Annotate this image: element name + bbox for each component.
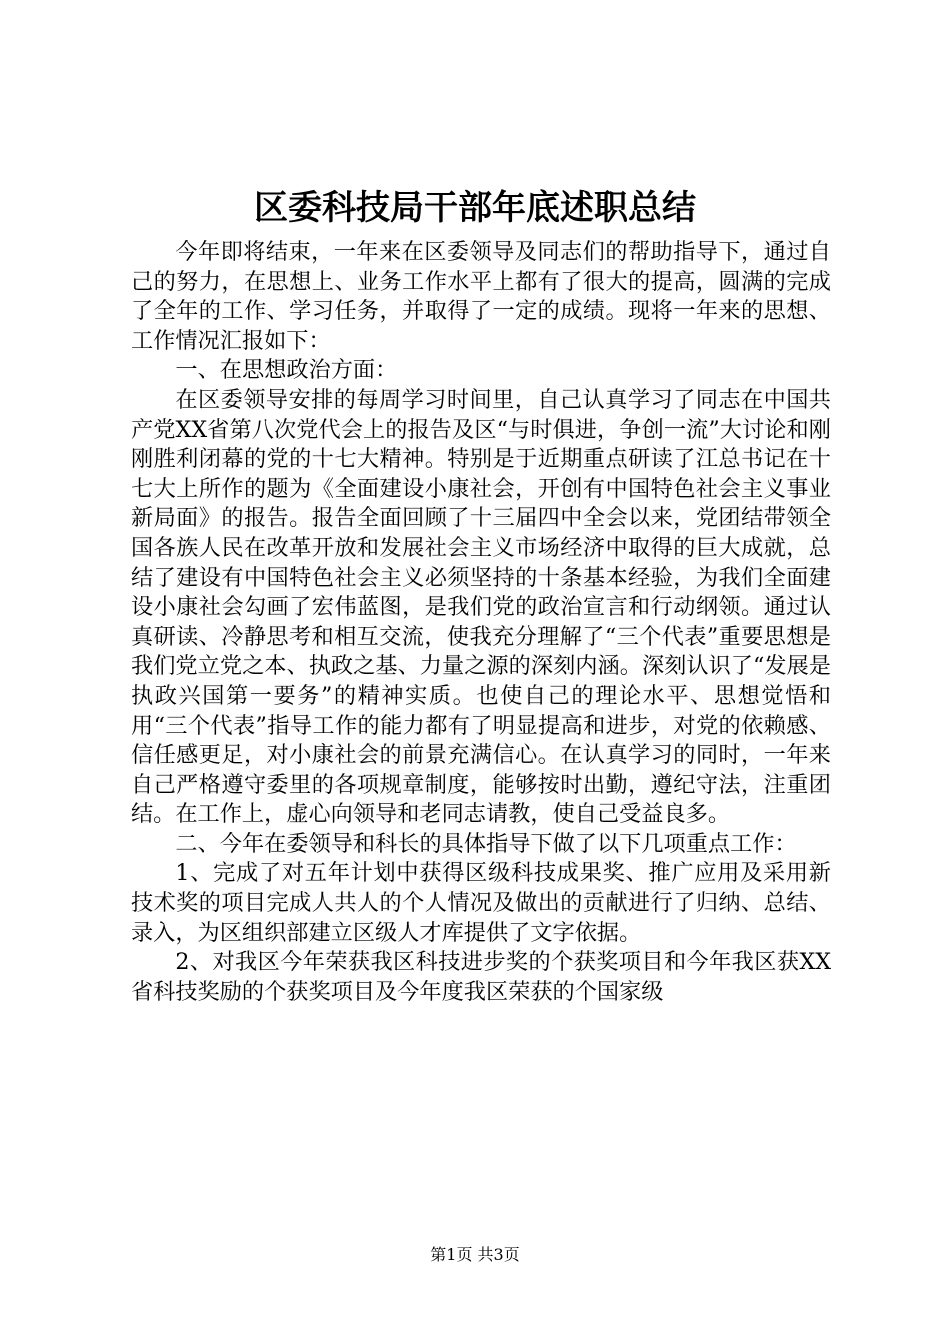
paragraph-item-2: 2、对我区今年荣获我区科技进步奖的个获奖项目和今年我区获XX省科技奖励的个获奖项目及今年度我区荣获的个国家级 bbox=[131, 949, 831, 1005]
paragraph-item-1: 1、完成了对五年计划中获得区级科技成果奖、推广应用及采用新技术奖的项目完成人共人的个人情况及做出的贡献进行了归纳、总结、录入，为区组织部建立区级人才库提供了文字依据。 bbox=[131, 860, 831, 946]
paragraph-political: 在区委领导安排的每周学习时间里，自己认真学习了同志在中国共产党XX省第八次党代会上的报告及区“与时俱进，争创一流”大讨论和刚刚胜利闭幕的党的十七大精神。特别是于近期重点研读了江总书记在十七大上所作的题为《全面建设小康社会，开创有中国特色社会主义事业新局面》的报告。报告全面回顾了十三届四中全会以来，党团结带领全国各族人民在改革开放和发展社会主义市场经济中取得的巨大成就，总结了建设有中国特色社会主义必须坚持的十条基本经验，为我们全面建设小康社会勾画了宏伟蓝图，是我们党的政治宣言和行动纲领。通过认真研读、冷静思考和相互交流，使我充分理解了“三个代表”重要思想是我们党立党之本、执政之基、力量之源的深刻内涵。深刻认识了“发展是执政兴国第一要务”的精神实质。也使自己的理论水平、思想觉悟和用“三个代表”指导工作的能力都有了明显提高和进步，对党的依赖感、信任感更足，对小康社会的前景充满信心。在认真学习的同时，一年来自己严格遵守委里的各项规章制度，能够按时出勤，遵纪守法，注重团结。在工作上，虚心向领导和老同志请教，使自己受益良多。 bbox=[131, 386, 831, 828]
document-title: 区委科技局干部年底述职总结 bbox=[254, 188, 696, 228]
page-footer: 第1页 共3页 bbox=[430, 1245, 520, 1264]
document-body bbox=[131, 238, 831, 1007]
paragraph-intro: 今年即将结束，一年来在区委领导及同志们的帮助指导下，通过自己的努力，在思想上、业务工作水平上都有了很大的提高，圆满的完成了全年的工作、学习任务，并取得了一定的成绩。现将一年来的思想、工作情况汇报如下： bbox=[131, 239, 831, 354]
section-heading-1: 一、在思想政治方面： bbox=[175, 357, 398, 384]
section-heading-2: 二、今年在委领导和科长的具体指导下做了以下几项重点工作： bbox=[175, 830, 797, 857]
